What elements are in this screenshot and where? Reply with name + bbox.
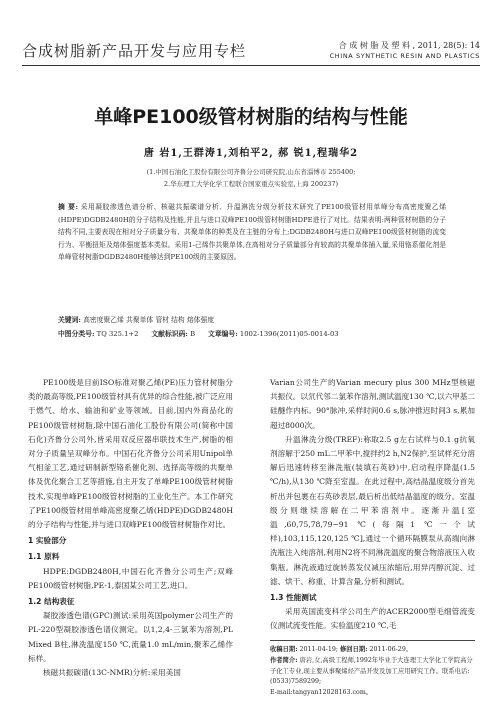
article-meta	[58, 328, 446, 338]
abstract-text: 采用凝胶渗透色谱分析、核磁共振碳谱分析、升温淋洗分级分析技术研究了PE100级管材用单峰分布高密度聚乙烯(HDPE)DGDB2480H的分子结构及性能,并且与进口双峰PE100级管材树脂HDPE进行了对比。结果表明:两种管材树脂的分子结构不同,主要表现在相对分子质量分布、共聚单体的种类及在主链的分布上;DGDB2480H与进口双峰PE100级管材树脂的流变行为、平衡扭矩及熔体强度基本类似。采用1-己烯作共聚单体,在高相对分子质量部分有较高的共聚单体插入量,采用铬系催化剂是单峰管材树脂DGDB2480H能够达到PE100级的主要原因。	[58, 203, 446, 262]
section-heading-1: 1 实验部分	[28, 536, 67, 546]
revised-label: 修回日期:	[339, 646, 368, 653]
keywords	[58, 314, 446, 324]
author-bio: 唐岩,女,高级工程师,1992年毕业于大连理工大学化工学院高分子化工专业,现主要从事聚烯烃产品开发及加工应用研究工作。联系电话:(0533)7589299;	[270, 656, 473, 686]
article-title: 单峰PE100级管材树脂的结构与性能	[94, 106, 408, 128]
section-heading-1-3: 1.3 性能测试	[270, 593, 317, 603]
article-no-label: 文章编号:	[208, 330, 238, 338]
intro-paragraph: PE100级是目前ISO标准对聚乙烯(PE)压力管材树脂分类的最高等级,PE100级管材具有优异的综合性能,被广泛应用于燃气、给水、输油和矿业等领域。目前,国内外商品化的PE100级管材树脂,除中国石油化工股份有限公司(简称中国石化)齐鲁分公司外,皆采用双反应器串联技术生产,树脂的相对分子质量呈双峰分布。中国石化齐鲁分公司采用Unipol单气相釜工艺,通过研制新型铬系催化剂、选择高等级的共聚单体及优化聚合工艺等措施,自主开发了单峰PE100级管材树脂技术,实现单峰PE100级管材树脂的工业化生产。本工作研究了PE100级管材用单峰高密度聚乙烯(HDPE)DGDB2480H的分子结构与性能,并与进口双峰PE100级管材树脂作对比。	[28, 378, 233, 530]
clc-label: 中图分类号:	[58, 330, 95, 338]
received-date: 2011-04-19;	[299, 646, 338, 653]
received-label: 收稿日期:	[270, 646, 298, 653]
gpc-paragraph: 凝胶渗透色谱(GPC)测试:采用英国polymer公司生产的PL-220型凝胶渗透色谱仪测定。以1,2,4-三氯苯为溶剂,PL Mixed B柱,淋洗温度150 ℃,流量1.0 mL/min,聚苯乙烯作标样。	[28, 611, 233, 663]
doc-code-label: 文献标识码:	[151, 330, 188, 338]
section-heading-1-1: 1.1 原料	[28, 552, 60, 562]
issue-line: 合 成 树 脂 及 塑 料 , 2011, 28(5): 14	[338, 41, 480, 50]
affiliation-1: (1.中国石油化工股份有限公司齐鲁分公司研究院,山东省淄博市 255400;	[146, 168, 356, 176]
abstract-label: 摘 要:	[58, 203, 78, 211]
journal-english-name: CHINA SYNTHETIC RESIN AND PLASTICS	[329, 52, 480, 60]
performance-paragraph: 采用英国流变科学公司生产的ACER2000型毛细管流变仪测试流变性能。实验温度210 ℃,毛	[270, 607, 475, 631]
bio-label: 作者简介:	[270, 656, 298, 664]
nmr-continuation: Varian公司生产的Varian mecury plus 300 MHz型核磁共振仪。以氘代邻二氯苯作溶剂,测试温度130 ℃,以六甲基二硅醚作内标。90°脉冲,采样时间0.6 s,脉冲推迟时间3 s,累加超过8000次。	[270, 378, 475, 430]
tref-paragraph: 升温淋洗分级(TREF):称取2.5 g左右试样与0.1 g抗氧剂溶解于250 mL二甲苯中,搅拌约2 h,N2保护,至试样充分溶解后迅速转移至淋洗瓶(装填石英砂)中,启动程序降温(1.5 ℃/h),从130 ℃降至室温。在此过程中,高结晶温度级分首先析出并包裹在石英砂表层,最后析出低结晶温度的级分。室温级分则继续溶解在二甲苯溶剂中。逐渐升温[室温,60,75,78,79~91 ℃(每隔1 ℃一个试样),103,115,120,125 ℃],通过一个循环隔膜泵从高端向淋洗瓶注入纯溶剂,利用N2将不同淋洗温度的聚合物溶液压入收集瓶。淋洗液通过旋转蒸发仪减压浓缩后,用异丙醇沉淀、过滤、烘干、称重、计算含量,分析和测试。	[270, 434, 475, 586]
article-no-value: 1002-1396(2011)05-0014-03	[239, 330, 339, 338]
journal-column-title: 合成树脂新产品开发与应用专栏	[22, 42, 247, 60]
section-heading-1-2: 1.2 结构表征	[28, 597, 75, 607]
footnote-box	[270, 640, 475, 699]
clc-value: TQ 325.1+2	[96, 330, 139, 338]
keywords-text: 高密度聚乙烯 共聚单体 管材 结构 熔体强度	[83, 316, 215, 324]
header-rule	[22, 65, 480, 66]
author-email: E-mail:tangyan12028163.com。	[270, 689, 373, 697]
right-column	[270, 376, 475, 634]
nmr-paragraph: 核磁共振碳谱(13C-NMR)分析:采用美国	[43, 668, 181, 678]
left-column	[28, 376, 233, 680]
author-list: 唐 岩1,王群涛1,刘柏平2, 郝 锐1,程瑞华2	[143, 148, 359, 159]
revised-date: 2011-06-29。	[369, 646, 413, 653]
abstract	[58, 201, 446, 264]
keywords-label: 关键词:	[58, 316, 81, 324]
doc-code-value: B	[190, 330, 196, 338]
raw-materials-paragraph: HDPE:DGDB2480H,中国石化齐鲁分公司生产;双峰PE100级管材树脂,PE-1,泰国某公司工艺,进口。	[28, 566, 233, 590]
affiliation-2: 2.华东理工大学化学工程联合国家重点实验室,上海 200237)	[163, 180, 339, 188]
